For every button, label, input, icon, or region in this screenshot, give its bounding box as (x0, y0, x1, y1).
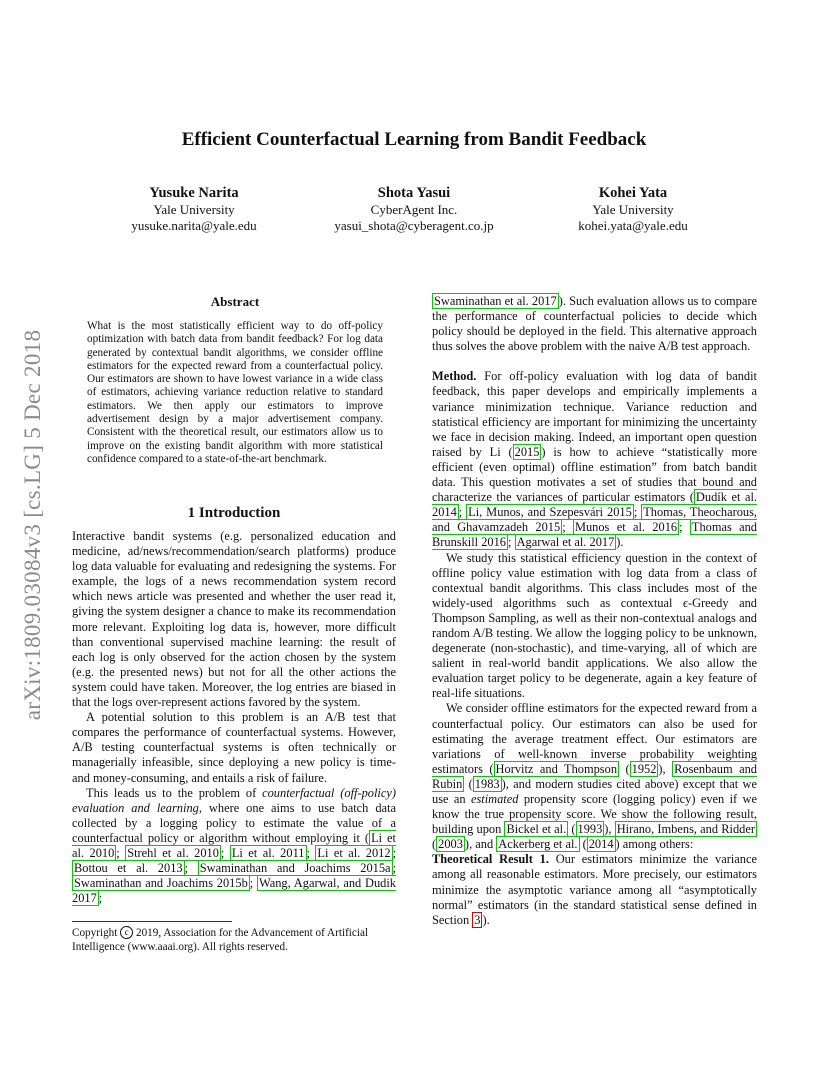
abstract-text: What is the most statistically efficient way to do off-policy optimization with batch data from bandit feedback? For log data generated by contextual bandit algorithms, we consider offline estimators for the expected reward from a counterfactual policy. Our estimators are shown to have lowest variance in a wide class of estimators, achieving variance reduction relative to standard estimators. We then apply our estimators to improve advertisement design by a major advertisement company. Consistent with the theoretical result, our estimators allow us to improve on the existing bandit algorithm with more statistical confidence compared to a state-of-the-art benchmark. (87, 320, 383, 465)
intro-paragraph-2: A potential solution to this problem is an A/B test that compares the performance of counterfactual systems. However, A/B testing counterfactual systems is often technically or managerially infeasible, since deploying a new policy is time- and money-consuming, and entails a risk of failure. (72, 710, 396, 785)
footnote-rule (72, 921, 232, 922)
citation-link[interactable]: 1983 (474, 776, 500, 791)
arxiv-sidebar (18, 290, 48, 760)
paper-title: Efficient Counterfactual Learning from Bandit Feedback (181, 129, 647, 150)
abstract-heading: Abstract (210, 294, 260, 309)
arxiv-identifier: arXiv:1809.03084v3 [cs.LG] 5 Dec 2018 (20, 329, 45, 721)
author-block-2 (304, 184, 524, 233)
citation-link[interactable]: Swaminathan et al. 2017 (434, 294, 557, 308)
citation-link[interactable]: Ackerberg et al. (498, 837, 578, 852)
citation-link[interactable]: 2003 (438, 837, 463, 852)
intro-paragraph-1: Interactive bandit systems (e.g. personalized education and medicine, ad/news/recommendation/search platforms) produce log data valuable for evaluating and redesigning the systems. For example, the logs of a news recommendation system record which news article was presented and whether the user read it, giving the system designer a chance to make its recommendation more relevant. Exploiting log data is, however, more difficult than conventional supervised machine learning: the result of each log is only observed for the action chosen by the system (e.g. the presented news) but not for all the other actions the system could have taken. Moreover, the log entries are biased in that the logs over-represent actions favored by the system. (72, 529, 396, 710)
section-heading-introduction: 1 Introduction (187, 505, 281, 521)
author-name: Yusuke Narita (149, 185, 239, 201)
citation-link[interactable]: Li et al. 2012 (317, 845, 391, 860)
emphasis-text: counterfactual (off-policy) evaluation and learning (72, 785, 396, 815)
author-email: kohei.yata@yale.edu (578, 217, 688, 233)
citation-link[interactable]: Rosenbaum and Rubin (432, 761, 757, 791)
left-column (72, 529, 396, 906)
scope-paragraph: We study this statistical efficiency question in the context of offline policy value estimation with log data from a class of contextual bandit algorithms. This class includes most of the widely-used algorithms such as contextual ϵ-Greedy and Thompson Sampling, as well as their non-contextual analogs and random A/B testing. We allow the logging policy to be unknown, degenerate (non-stochastic), and time-varying, all of which are salient in real-world bandit applications. We also allow the evaluation target policy to be degenerate, again a key feature of real-life situations. (432, 550, 757, 701)
author-block-3 (523, 184, 743, 233)
citation-link[interactable]: Swaminathan and Joachims 2015b (74, 876, 248, 891)
citation-link[interactable]: Li et al. 2011 (231, 845, 305, 860)
theorem-label: Theoretical Result 1. (432, 852, 549, 867)
author-email: yusuke.narita@yale.edu (131, 217, 257, 233)
continued-paragraph: Swaminathan et al. 2017 ). Such evaluation allows us to compare the performance of counterfactual policies to decide which policy should be deployed in the field. This alternative approach thus solves the above problem with the naive A/B test approach. (432, 294, 757, 354)
estimators-paragraph: We consider offline estimators for the expected reward from a counterfactual policy. Our estimators can also be used for estimating the average treatment effect. Our estimators are variations of well-known inverse probability weighting estimators ( Horvitz and Thompson ( 1952 ), Rosenbaum and Rubin ( 1983 ), and modern studies cited above) except that we use an estimated propensity score (logging policy) even if we know the true propensity score. We show the following result, building upon Bickel et al. ( 1993 ), Hirano, Imbens, and Ridder ( 2003 ), and Ackerberg et al. ( 2014 ) among others: (432, 701, 757, 852)
author-name: Shota Yasui (377, 185, 451, 201)
author-block-1 (84, 184, 304, 233)
citation-link[interactable]: Li et al. 2010 (72, 830, 396, 860)
author-affiliation: Yale University (153, 202, 235, 217)
citation-link[interactable]: 2015 (514, 444, 540, 459)
right-column (432, 294, 757, 928)
citation-link[interactable]: Wang, Agarwal, and Dudik 2017 (72, 876, 396, 906)
intro-paragraph-3: This leads us to the problem of counterfactual (off-policy) evaluation and learning, where one aims to use batch data collected by a logging policy to estimate the value of a counterfactual policy or algorithm without employing it ( Li et al. 2010 ; Strehl et al. 2010 ; Li et al. 2011 ; Li et al. 2012 ; Bottou et al. 2013 ; Swaminathan and Joachims 2015a ; Swaminathan and Joachims 2015b ; Wang, Agarwal, and Dudik 2017 ; (72, 785, 397, 906)
citation-link[interactable]: Thomas and Brunskill 2016 (432, 520, 758, 550)
copyright-icon: c (120, 926, 133, 939)
citation-link[interactable]: 1993 (577, 822, 603, 837)
citation-link[interactable]: Munos et al. 2016 (574, 520, 678, 535)
citation-link[interactable]: 2014 (588, 837, 614, 852)
citation-link[interactable]: Dudík et al. 2014 (432, 490, 757, 520)
citation-link[interactable]: Strehl et al. 2010 (127, 845, 219, 860)
theorem-block: Theoretical Result 1. Our estimators minimize the variance among all reasonable estimators. More precisely, our estimators minimize the asymptotic variance among all “asymptotically normal” estimators (in the standard statistical sense defined in Section 3 ). (432, 852, 757, 927)
citation-link[interactable]: Bottou et al. 2013 (74, 861, 183, 876)
paragraph-label: Method. (432, 369, 477, 384)
citation-link[interactable]: 1952 (631, 761, 657, 776)
citation-link[interactable]: Hirano, Imbens, and Ridder (616, 822, 755, 837)
citation-link[interactable]: Bickel et al. (506, 822, 567, 837)
section-reference-link[interactable]: 3 (474, 912, 481, 927)
author-affiliation: CyberAgent Inc. (370, 202, 458, 217)
author-name: Kohei Yata (598, 185, 668, 201)
citation-link[interactable]: Li, Munos, and Szepesvári 2015 (468, 505, 632, 520)
author-affiliation: Yale University (592, 202, 674, 217)
method-paragraph: Method. For off-policy evaluation with log data of bandit feedback, this paper develops and empirically implements a variance minimization technique. Variance reduction and statistical efficiency are important for minimizing the uncertainty we face in decision making. Indeed, an important open question raised by Li ( 2015 ) is how to achieve “statistically more efficient (even optimal) offline estimation” from batch bandit data. This question motivates a set of studies that bound and characterize the variances of particular estimators ( Dudík et al. 2014 ; Li, Munos, and Szepesvári 2015 ; Thomas, Theocharous, and Ghavamzadeh 2015 ; Munos et al. 2016 ; Thomas and Brunskill 2016 ; Agarwal et al. 2017 ). (432, 369, 758, 550)
copyright-footnote: Copyright c 2019, Association for the Advancement of Artificial Intelligence (www.aaai.org). All rights reserved. (72, 927, 369, 953)
citation-link[interactable]: Swaminathan and Joachims 2015a (199, 861, 391, 876)
citation-link[interactable]: Horvitz and Thompson (495, 761, 618, 776)
citation-link[interactable]: Agarwal et al. 2017 (516, 535, 615, 550)
author-email: yasui_shota@cyberagent.co.jp (334, 217, 494, 233)
citation-link[interactable]: Thomas, Theocharous, and Ghavamzadeh 2015 (432, 505, 758, 535)
